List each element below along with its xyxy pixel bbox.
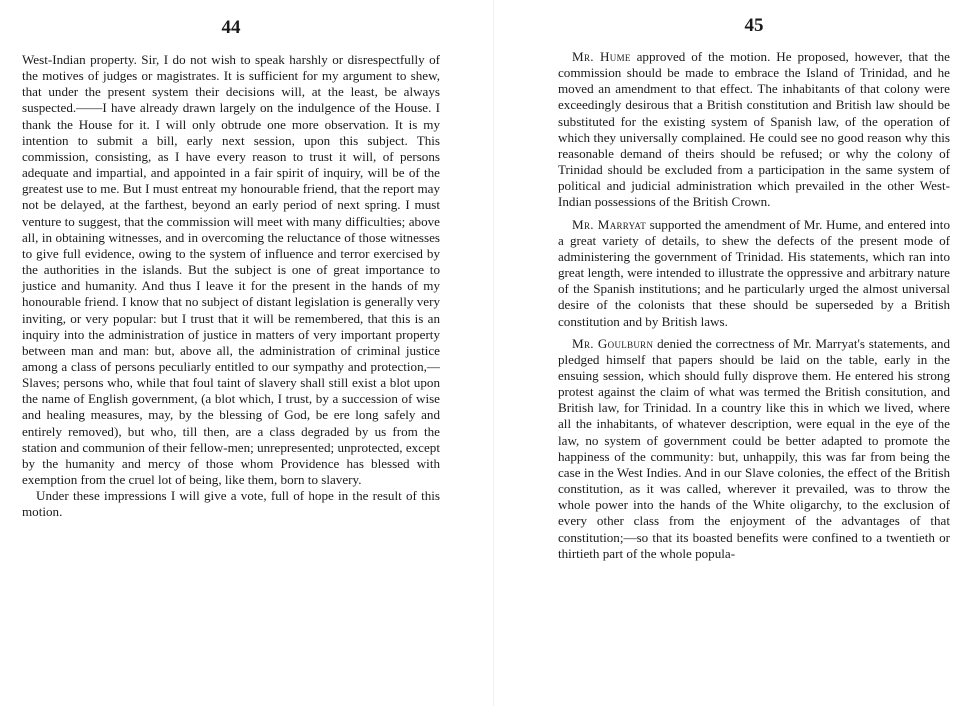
right-page (558, 0, 950, 706)
paragraph: Under these impressions I will give a vote, full of hope in the result of this motion. (22, 488, 440, 520)
paragraph (558, 217, 950, 330)
speaker-name: Mr. Hume (572, 49, 631, 64)
paragraph (558, 49, 950, 211)
left-page (22, 0, 440, 706)
speaker-name: Mr. Marryat (572, 216, 647, 232)
paragraph-text: denied the correctness of Mr. Marryat's statements, and pledged himself that papers should be laid on the table, early in the ensuing session, which should fully disprove them. He entered his strong protest against the claim of what was termed the British consitution, and British law, for Trinidad. In a country like this in which we lived, where all the inhabitants, of whatever description, were equal in the eye of the law, no system of government could be better adapted to promote the happiness of the community: but, unhappily, this was far from being the case in the West Indies. And in our Slave colonies, the effect of the British constitution, as it was called, wherever it prevailed, was to throw the whole power into the hands of the White oligarchy, to the exclusion of every other class from the enjoyment of the advantages of that constitution;—so that its boasted benefits were confined to a twentieth or thirtieth part of the whole popula- (558, 335, 951, 561)
page-number: 44 (221, 17, 241, 38)
speaker-name: Mr. Goulburn (572, 335, 654, 351)
paragraph: West-Indian property. Sir, I do not wish to speak harshly or disrespectfully of the motives of judges or magistrates. It is sufficient for my argument to shew, that under the present system their decisions will, at the least, be always suspected.——I have already drawn largely on the indulgence of the House. I thank the House for it. I will only obtrude one more observation. It is my intention to submit a bill, early next session, upon this subject. This commission, consisting, as I have every reason to trust it will, of persons adequate and impartial, and appointed in a fair spirit of inquiry, will be of the greatest use to me. But I must entreat my honourable friend, that the report may not be delayed, at the farthest, beyond an early period of next spring. I must venture to suggest, that the commission will meet with many difficulties; above all, in obtaining witnesses, and in overcoming the reluctance of those witnesses to give full evidence, owing to the system of influence and terror exercised by the authorities in the islands. But the subject is one of great importance to justice and humanity. And thus I leave it for the present in the hands of my honourable friend. I know that no subject of distant legislation is generally very inviting, or very popular: but I trust that it will be remembered, that this is an inquiry into the administration of justice in matters of very important property between man and man: but, above all, the administration of criminal justice among a class of persons peculiarly entitled to our sympathy and protection,—Slaves; persons who, while that foul taint of slavery shall still exist a blot upon the name of English government, (a blot which, I trust, by a succession of wise and healing measures, may, by the blessing of God, be ere long safely and entirely removed), but who, till then, are a class degraded by us from the station and communion of their fellow-men; unrepresented; unprotected, except by the humanity and mercy of those whom Providence has blessed with exemption from the cruel lot of being, like them, born to slavery. (22, 52, 440, 488)
page-number: 45 (744, 15, 764, 36)
paragraph-text: supported the amendment of Mr. Hume, and entered into a great variety of details, to shew the defects of the present mode of administering the government of Trinidad. His statements, which ran into great length, were intended to illustrate the oppressive and arbitrary nature of the Spanish institutions; and he particularly urged the almost universal desire of the colonists that these should be superseded by a British constitution and by British laws. (558, 216, 950, 329)
paragraph (558, 336, 950, 562)
paragraph-text: approved of the motion. He proposed, however, that the commission should be made to embrace the Island of Trinidad, and he moved an amendment to that effect. The inhabitants of that colony were exceedingly desirous that a British constitution and British law should be substituted for the existing system of Spanish law, of the operation of which they universally complained. He could see no good reason why this reasonable demand of theirs should be refused; or why the colony of Trinidad should be excluded from a participation in the same system of political and judicial administration which prevailed in the other West-Indian possessions of the British Crown. (558, 49, 950, 210)
page-body (558, 49, 950, 562)
page-body (22, 52, 440, 521)
gutter (493, 0, 494, 706)
